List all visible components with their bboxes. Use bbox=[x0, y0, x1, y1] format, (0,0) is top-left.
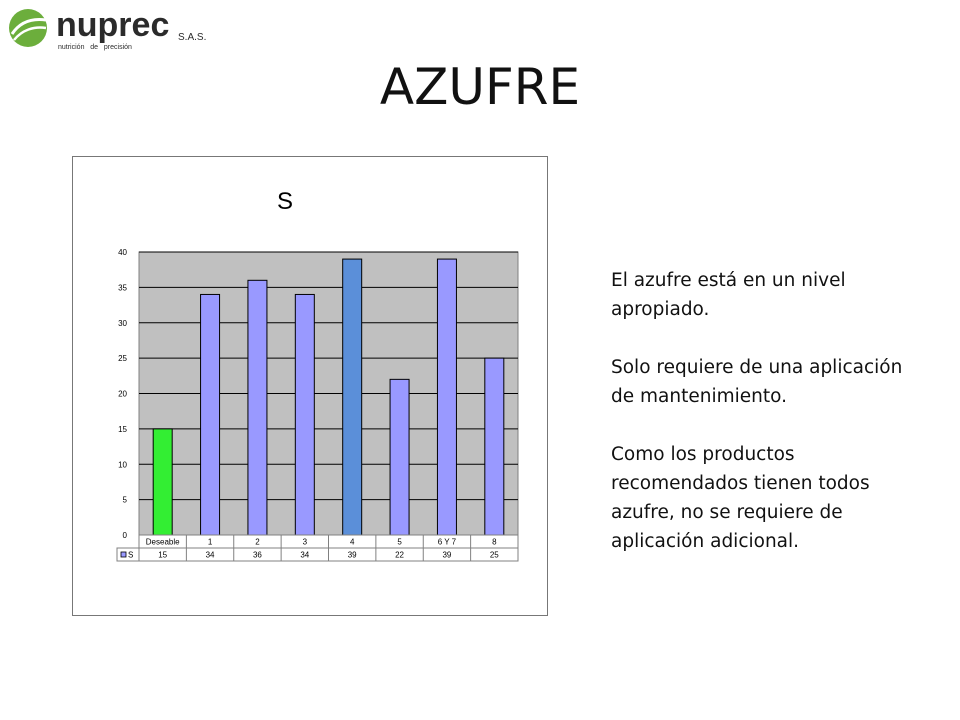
x-category-label: 6 Y 7 bbox=[437, 537, 457, 547]
chart-frame bbox=[72, 156, 548, 616]
x-category-label: 8 bbox=[492, 537, 497, 547]
y-tick-label: 0 bbox=[122, 531, 127, 540]
bar bbox=[390, 379, 409, 535]
data-table-value: 22 bbox=[395, 550, 405, 560]
slide-title: AZUFRE bbox=[379, 58, 581, 116]
x-category-label: 1 bbox=[207, 537, 213, 547]
data-table-value: 25 bbox=[489, 550, 499, 560]
data-table-value: 34 bbox=[205, 550, 215, 560]
y-tick-label: 20 bbox=[118, 389, 127, 399]
nuprec-logo bbox=[6, 4, 226, 54]
y-tick-label: 10 bbox=[118, 460, 127, 470]
bar bbox=[485, 358, 504, 535]
bar bbox=[153, 429, 172, 535]
x-category-label: 2 bbox=[255, 537, 260, 547]
logo-wordmark: nuprec bbox=[56, 6, 170, 44]
bar bbox=[201, 294, 220, 535]
commentary-paragraph-2: Solo requiere de una aplicación de mantenimiento. bbox=[611, 357, 903, 407]
x-category-label: 5 bbox=[397, 537, 402, 547]
data-table-value: 34 bbox=[300, 550, 310, 560]
data-table-value: 36 bbox=[252, 550, 262, 560]
y-tick-label: 25 bbox=[118, 354, 127, 364]
x-category-label: 3 bbox=[302, 537, 308, 547]
data-table-value-row bbox=[117, 548, 518, 561]
bar bbox=[248, 280, 267, 535]
y-tick-label: 15 bbox=[118, 424, 127, 434]
nuprec-logo-mark bbox=[6, 4, 226, 54]
sulfur-bar-chart bbox=[73, 157, 549, 617]
y-tick-label: 40 bbox=[118, 248, 127, 257]
data-table-value: 39 bbox=[347, 550, 357, 560]
logo-suffix: S.A.S. bbox=[178, 32, 207, 43]
data-table-value: 39 bbox=[442, 550, 452, 560]
x-category-label: 4 bbox=[349, 537, 355, 547]
bar bbox=[343, 259, 362, 535]
y-tick-label: 5 bbox=[122, 495, 127, 505]
bar bbox=[295, 294, 314, 535]
legend-swatch bbox=[121, 552, 126, 557]
chart-title: S bbox=[276, 188, 294, 215]
commentary-paragraph-3: Como los productos recomendados tienen todos azufre, no se requiere de aplicación adicional. bbox=[611, 444, 870, 552]
data-table-value: 15 bbox=[158, 550, 168, 560]
y-tick-label: 35 bbox=[118, 283, 127, 293]
commentary-paragraph-1: El azufre está en un nivel apropiado. bbox=[611, 270, 846, 320]
legend-series-label: S bbox=[128, 550, 134, 560]
x-category-label: Deseable bbox=[145, 537, 180, 547]
commentary-text bbox=[611, 266, 911, 585]
bar bbox=[437, 259, 456, 535]
y-tick-label: 30 bbox=[118, 318, 127, 328]
logo-tagline: nutrición de precisión bbox=[58, 44, 132, 51]
